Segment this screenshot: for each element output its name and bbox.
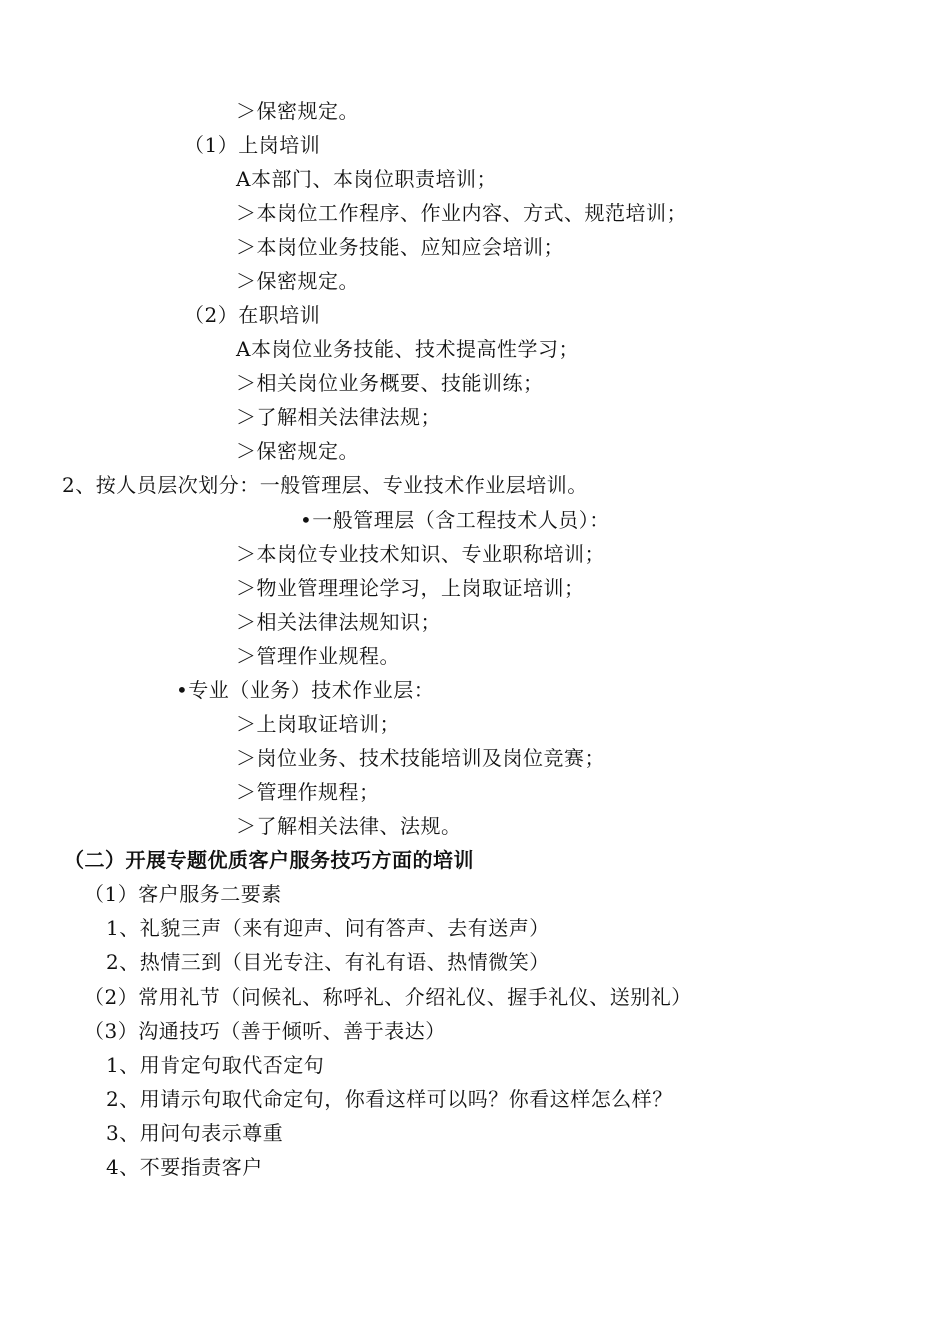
text-line: ＞保密规定。 — [236, 99, 359, 123]
section-heading: （1）上岗培训 — [184, 133, 321, 157]
section-heading: （2）在职培训 — [184, 303, 321, 327]
list-item: 1、礼貌三声（来有迎声、问有答声、去有送声） — [106, 916, 550, 940]
section-heading: （2）常用礼节（问候礼、称呼礼、介绍礼仪、握手礼仪、送别礼） — [84, 985, 692, 1009]
chapter-heading: （二）开展专题优质客户服务技巧方面的培训 — [64, 848, 474, 872]
text-line: ＞保密规定。 — [236, 439, 359, 463]
text-line: A本岗位业务技能、技术提高性学习； — [236, 337, 579, 361]
text-line: ＞管理作业规程。 — [236, 644, 400, 668]
section-heading: （3）沟通技巧（善于倾听、善于表达） — [84, 1019, 446, 1043]
list-item: 2、热情三到（目光专注、有礼有语、热情微笑） — [106, 950, 550, 974]
text-line: ＞保密规定。 — [236, 269, 359, 293]
text-line: ＞相关法律法规知识； — [236, 610, 441, 634]
list-item: 1、用肯定句取代否定句 — [106, 1053, 325, 1077]
list-item: 4、不要指责客户 — [106, 1155, 263, 1179]
text-line: ＞了解相关法律法规； — [236, 405, 441, 429]
text-line: ＞上岗取证培训； — [236, 712, 400, 736]
text-line: A本部门、本岗位职责培训； — [236, 167, 497, 191]
bullet-heading: •专业（业务）技术作业层： — [176, 678, 435, 702]
section-heading: 2、按人员层次划分：一般管理层、专业技术作业层培训。 — [62, 473, 588, 497]
text-line: ＞相关岗位业务概要、技能训练； — [236, 371, 544, 395]
list-item: 2、用请示句取代命定句，你看这样可以吗？你看这样怎么样？ — [106, 1087, 673, 1111]
text-line: ＞本岗位工作程序、作业内容、方式、规范培训； — [236, 201, 687, 225]
list-item: 3、用问句表示尊重 — [106, 1121, 284, 1145]
text-line: ＞物业管理理论学习，上岗取证培训； — [236, 576, 585, 600]
text-line: ＞了解相关法律、法规。 — [236, 814, 462, 838]
text-line: ＞本岗位专业技术知识、专业职称培训； — [236, 542, 605, 566]
section-heading: （1）客户服务二要素 — [84, 882, 282, 906]
bullet-heading: •一般管理层（含工程技术人员）： — [300, 508, 610, 532]
text-line: ＞岗位业务、技术技能培训及岗位竞赛； — [236, 746, 605, 770]
text-line: ＞本岗位业务技能、应知应会培训； — [236, 235, 564, 259]
text-line: ＞管理作规程； — [236, 780, 380, 804]
